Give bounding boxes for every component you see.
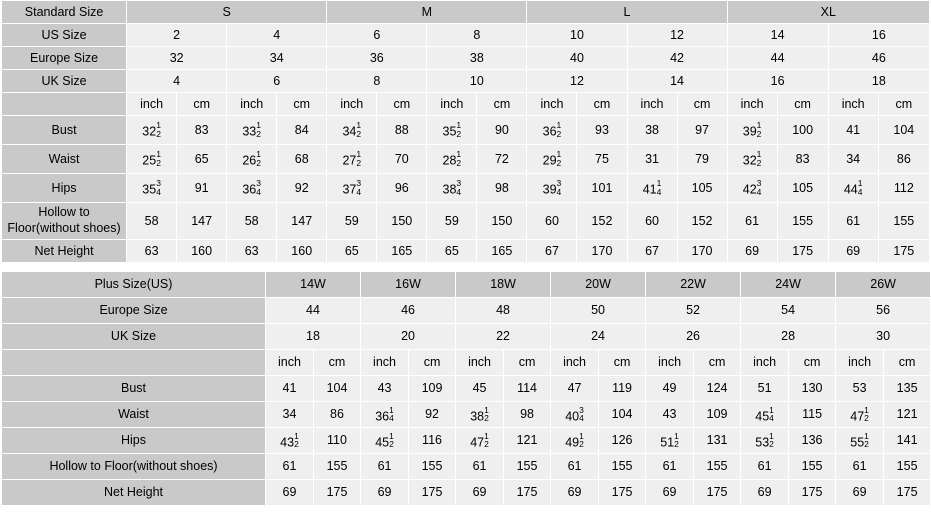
table-cell: 6 bbox=[327, 24, 427, 47]
table-cell: 96 bbox=[377, 174, 427, 203]
table-cell: 43 bbox=[361, 376, 409, 402]
table-cell: 69 bbox=[646, 480, 694, 506]
plus-size-group-14w: 14W bbox=[266, 272, 361, 298]
table-cell: 49 bbox=[646, 376, 694, 402]
table-cell: 170 bbox=[677, 240, 727, 263]
table-cell: 165 bbox=[477, 240, 527, 263]
table-cell: 97 bbox=[677, 116, 727, 145]
table-cell: 26 bbox=[646, 324, 741, 350]
table-cell: 147 bbox=[277, 203, 327, 240]
table-cell: 38 1 2 bbox=[456, 402, 504, 428]
table-row-hollow-to-floor bbox=[2, 203, 930, 240]
row-label-net-height: Net Height bbox=[2, 240, 127, 263]
table-cell: 160 bbox=[277, 240, 327, 263]
table-cell: 55 1 2 bbox=[836, 428, 884, 454]
table-cell: 47 1 2 bbox=[836, 402, 884, 428]
row-label-bust: Bust bbox=[2, 116, 127, 145]
table-cell: 175 bbox=[777, 240, 828, 263]
row-label-uk-size: UK Size bbox=[2, 324, 266, 350]
table-cell: 28 1 2 bbox=[427, 145, 477, 174]
table-cell: 92 bbox=[277, 174, 327, 203]
table-cell: 170 bbox=[577, 240, 627, 263]
row-label-units bbox=[2, 93, 127, 116]
table-cell: 25 1 2 bbox=[127, 145, 177, 174]
table-cell: 27 1 2 bbox=[327, 145, 377, 174]
table-cell: 58 bbox=[127, 203, 177, 240]
table-cell: 67 bbox=[527, 240, 577, 263]
table-cell: 41 bbox=[828, 116, 878, 145]
table-cell: 70 bbox=[377, 145, 427, 174]
table-cell: 160 bbox=[177, 240, 227, 263]
table-cell: 69 bbox=[361, 480, 409, 506]
table-cell: 109 bbox=[694, 402, 741, 428]
table-cell: 22 bbox=[456, 324, 551, 350]
table-cell: 119 bbox=[599, 376, 646, 402]
table-cell: 175 bbox=[789, 480, 836, 506]
table-cell: 34 bbox=[828, 145, 878, 174]
table-cell: 135 bbox=[884, 376, 931, 402]
unit-cell: cm bbox=[314, 350, 361, 376]
table-cell: 93 bbox=[577, 116, 627, 145]
table-cell: 35 3 4 bbox=[127, 174, 177, 203]
unit-cell: cm bbox=[577, 93, 627, 116]
table-row-bust bbox=[2, 116, 930, 145]
table-row-units bbox=[2, 350, 931, 376]
table-cell: 34 bbox=[227, 47, 327, 70]
plus-size-group-24w: 24W bbox=[741, 272, 836, 298]
table-cell: 61 bbox=[266, 454, 314, 480]
table-cell: 175 bbox=[314, 480, 361, 506]
table-cell: 45 1 2 bbox=[361, 428, 409, 454]
table-cell: 79 bbox=[677, 145, 727, 174]
table-cell: 61 bbox=[727, 203, 777, 240]
table-cell: 124 bbox=[694, 376, 741, 402]
table-cell: 155 bbox=[314, 454, 361, 480]
table-cell: 53 bbox=[836, 376, 884, 402]
table-cell: 175 bbox=[694, 480, 741, 506]
table-row-net-height bbox=[2, 480, 931, 506]
unit-cell: cm bbox=[504, 350, 551, 376]
table-cell: 152 bbox=[577, 203, 627, 240]
table-cell: 104 bbox=[599, 402, 646, 428]
table-cell: 101 bbox=[577, 174, 627, 203]
table-cell: 131 bbox=[694, 428, 741, 454]
table-row-bust bbox=[2, 376, 931, 402]
table-cell: 48 bbox=[456, 298, 551, 324]
table-cell: 83 bbox=[777, 145, 828, 174]
table-cell: 45 1 4 bbox=[741, 402, 789, 428]
table-cell: 175 bbox=[884, 480, 931, 506]
unit-cell: cm bbox=[777, 93, 828, 116]
table-cell: 86 bbox=[878, 145, 929, 174]
table-cell: 14 bbox=[627, 70, 727, 93]
table-cell: 16 bbox=[828, 24, 929, 47]
table-cell: 121 bbox=[884, 402, 931, 428]
plus-size-group-26w: 26W bbox=[836, 272, 931, 298]
unit-cell: cm bbox=[884, 350, 931, 376]
unit-cell: cm bbox=[177, 93, 227, 116]
unit-cell: inch bbox=[828, 93, 878, 116]
table-cell: 18 bbox=[266, 324, 361, 350]
table-cell: 4 bbox=[227, 24, 327, 47]
table-cell: 98 bbox=[504, 402, 551, 428]
row-label-uk-size: UK Size bbox=[2, 70, 127, 93]
table-cell: 175 bbox=[599, 480, 646, 506]
table-row-plus-size bbox=[2, 272, 931, 298]
table-cell: 38 bbox=[627, 116, 677, 145]
table-cell: 114 bbox=[504, 376, 551, 402]
table-cell: 61 bbox=[741, 454, 789, 480]
table-cell: 40 bbox=[527, 47, 627, 70]
table-row-europe-size bbox=[2, 298, 931, 324]
table-cell: 40 3 4 bbox=[551, 402, 599, 428]
table-cell: 141 bbox=[884, 428, 931, 454]
table-cell: 60 bbox=[627, 203, 677, 240]
table-cell: 56 bbox=[836, 298, 931, 324]
table-cell: 69 bbox=[551, 480, 599, 506]
unit-cell: inch bbox=[227, 93, 277, 116]
unit-cell: cm bbox=[694, 350, 741, 376]
table-row-net-height bbox=[2, 240, 930, 263]
table-cell: 98 bbox=[477, 174, 527, 203]
table-cell: 54 bbox=[741, 298, 836, 324]
table-cell: 104 bbox=[878, 116, 929, 145]
unit-cell: inch bbox=[127, 93, 177, 116]
table-row-hips bbox=[2, 428, 931, 454]
table-cell: 39 3 4 bbox=[527, 174, 577, 203]
table-row-uk-size bbox=[2, 70, 930, 93]
unit-cell: cm bbox=[878, 93, 929, 116]
table-cell: 72 bbox=[477, 145, 527, 174]
table-cell: 90 bbox=[477, 116, 527, 145]
table-cell: 126 bbox=[599, 428, 646, 454]
table-row-waist bbox=[2, 145, 930, 174]
table-cell: 4 bbox=[127, 70, 227, 93]
table-cell: 175 bbox=[504, 480, 551, 506]
table-row-units bbox=[2, 93, 930, 116]
standard-size-table bbox=[1, 0, 930, 263]
table-cell: 61 bbox=[551, 454, 599, 480]
table-cell: 53 1 2 bbox=[741, 428, 789, 454]
table-cell: 37 3 4 bbox=[327, 174, 377, 203]
table-cell: 69 bbox=[727, 240, 777, 263]
table-cell: 45 bbox=[456, 376, 504, 402]
row-label-standard-size: Standard Size bbox=[2, 1, 127, 24]
table-cell: 51 bbox=[741, 376, 789, 402]
unit-cell: inch bbox=[836, 350, 884, 376]
table-cell: 16 bbox=[727, 70, 828, 93]
table-cell: 69 bbox=[741, 480, 789, 506]
table-cell: 43 1 2 bbox=[266, 428, 314, 454]
table-cell: 34 bbox=[266, 402, 314, 428]
table-cell: 26 1 2 bbox=[227, 145, 277, 174]
table-cell: 36 3 4 bbox=[227, 174, 277, 203]
table-cell: 61 bbox=[646, 454, 694, 480]
row-label-bust: Bust bbox=[2, 376, 266, 402]
table-cell: 84 bbox=[277, 116, 327, 145]
plus-size-group-16w: 16W bbox=[361, 272, 456, 298]
table-cell: 20 bbox=[361, 324, 456, 350]
table-cell: 39 1 2 bbox=[727, 116, 777, 145]
table-cell: 44 bbox=[727, 47, 828, 70]
table-cell: 42 3 4 bbox=[727, 174, 777, 203]
table-cell: 109 bbox=[409, 376, 456, 402]
table-cell: 100 bbox=[777, 116, 828, 145]
table-cell: 32 1 2 bbox=[127, 116, 177, 145]
table-cell: 10 bbox=[427, 70, 527, 93]
table-row-hips bbox=[2, 174, 930, 203]
table-cell: 38 3 4 bbox=[427, 174, 477, 203]
table-cell: 155 bbox=[884, 454, 931, 480]
unit-cell: cm bbox=[599, 350, 646, 376]
plus-size-group-20w: 20W bbox=[551, 272, 646, 298]
table-row-europe-size bbox=[2, 47, 930, 70]
row-label-us-size: US Size bbox=[2, 24, 127, 47]
table-cell: 63 bbox=[127, 240, 177, 263]
table-cell: 10 bbox=[527, 24, 627, 47]
table-cell: 32 1 2 bbox=[727, 145, 777, 174]
table-cell: 8 bbox=[327, 70, 427, 93]
table-cell: 69 bbox=[266, 480, 314, 506]
size-group-xl: XL bbox=[727, 1, 929, 24]
table-cell: 88 bbox=[377, 116, 427, 145]
row-label-europe-size: Europe Size bbox=[2, 47, 127, 70]
table-cell: 12 bbox=[627, 24, 727, 47]
unit-cell: cm bbox=[409, 350, 456, 376]
table-cell: 68 bbox=[277, 145, 327, 174]
row-label-waist: Waist bbox=[2, 402, 266, 428]
table-cell: 44 bbox=[266, 298, 361, 324]
table-cell: 147 bbox=[177, 203, 227, 240]
table-cell: 115 bbox=[789, 402, 836, 428]
table-cell: 165 bbox=[377, 240, 427, 263]
table-cell: 34 1 2 bbox=[327, 116, 377, 145]
table-cell: 105 bbox=[777, 174, 828, 203]
table-cell: 152 bbox=[677, 203, 727, 240]
table-cell: 8 bbox=[427, 24, 527, 47]
plus-size-group-18w: 18W bbox=[456, 272, 551, 298]
table-cell: 24 bbox=[551, 324, 646, 350]
table-cell: 175 bbox=[409, 480, 456, 506]
table-cell: 2 bbox=[127, 24, 227, 47]
unit-cell: inch bbox=[646, 350, 694, 376]
table-cell: 155 bbox=[878, 203, 929, 240]
table-cell: 61 bbox=[456, 454, 504, 480]
table-row-uk-size bbox=[2, 324, 931, 350]
row-label-hollow-to-floor: Hollow to Floor(without shoes) bbox=[2, 454, 266, 480]
table-cell: 51 1 2 bbox=[646, 428, 694, 454]
table-cell: 50 bbox=[551, 298, 646, 324]
table-cell: 41 1 4 bbox=[627, 174, 677, 203]
table-cell: 28 bbox=[741, 324, 836, 350]
table-cell: 175 bbox=[878, 240, 929, 263]
table-cell: 30 bbox=[836, 324, 931, 350]
unit-cell: cm bbox=[277, 93, 327, 116]
table-row-standard-size bbox=[2, 1, 930, 24]
table-cell: 155 bbox=[694, 454, 741, 480]
table-cell: 14 bbox=[727, 24, 828, 47]
table-cell: 136 bbox=[789, 428, 836, 454]
table-cell: 150 bbox=[377, 203, 427, 240]
row-label-hollow-to-floor: Hollow to Floor(without shoes) bbox=[2, 203, 127, 240]
table-cell: 150 bbox=[477, 203, 527, 240]
table-cell: 59 bbox=[327, 203, 377, 240]
table-cell: 92 bbox=[409, 402, 456, 428]
table-cell: 60 bbox=[527, 203, 577, 240]
row-label-net-height: Net Height bbox=[2, 480, 266, 506]
unit-cell: inch bbox=[327, 93, 377, 116]
unit-cell: inch bbox=[527, 93, 577, 116]
table-cell: 49 1 2 bbox=[551, 428, 599, 454]
table-cell: 155 bbox=[504, 454, 551, 480]
row-label-units bbox=[2, 350, 266, 376]
table-cell: 38 bbox=[427, 47, 527, 70]
table-cell: 65 bbox=[327, 240, 377, 263]
table-cell: 110 bbox=[314, 428, 361, 454]
table-cell: 33 1 2 bbox=[227, 116, 277, 145]
row-label-europe-size: Europe Size bbox=[2, 298, 266, 324]
plus-size-group-22w: 22W bbox=[646, 272, 741, 298]
size-group-l: L bbox=[527, 1, 727, 24]
unit-cell: cm bbox=[377, 93, 427, 116]
unit-cell: inch bbox=[551, 350, 599, 376]
table-cell: 47 1 2 bbox=[456, 428, 504, 454]
table-cell: 58 bbox=[227, 203, 277, 240]
table-cell: 121 bbox=[504, 428, 551, 454]
table-cell: 36 1 2 bbox=[527, 116, 577, 145]
table-cell: 116 bbox=[409, 428, 456, 454]
table-cell: 155 bbox=[789, 454, 836, 480]
table-cell: 59 bbox=[427, 203, 477, 240]
table-cell: 112 bbox=[878, 174, 929, 203]
plus-size-table bbox=[1, 271, 931, 506]
table-cell: 155 bbox=[409, 454, 456, 480]
unit-cell: inch bbox=[627, 93, 677, 116]
unit-cell: inch bbox=[427, 93, 477, 116]
table-cell: 63 bbox=[227, 240, 277, 263]
row-label-hips: Hips bbox=[2, 174, 127, 203]
table-cell: 104 bbox=[314, 376, 361, 402]
row-label-hips: Hips bbox=[2, 428, 266, 454]
table-cell: 12 bbox=[527, 70, 627, 93]
table-cell: 32 bbox=[127, 47, 227, 70]
table-cell: 61 bbox=[828, 203, 878, 240]
unit-cell: inch bbox=[266, 350, 314, 376]
table-cell: 67 bbox=[627, 240, 677, 263]
table-cell: 46 bbox=[361, 298, 456, 324]
table-row-us-size bbox=[2, 24, 930, 47]
table-cell: 155 bbox=[599, 454, 646, 480]
table-cell: 52 bbox=[646, 298, 741, 324]
table-cell: 105 bbox=[677, 174, 727, 203]
table-cell: 65 bbox=[427, 240, 477, 263]
size-group-m: M bbox=[327, 1, 527, 24]
table-cell: 61 bbox=[836, 454, 884, 480]
table-cell: 31 bbox=[627, 145, 677, 174]
table-cell: 69 bbox=[836, 480, 884, 506]
table-cell: 91 bbox=[177, 174, 227, 203]
unit-cell: cm bbox=[789, 350, 836, 376]
table-row-waist bbox=[2, 402, 931, 428]
table-cell: 44 1 4 bbox=[828, 174, 878, 203]
unit-cell: cm bbox=[477, 93, 527, 116]
table-cell: 75 bbox=[577, 145, 627, 174]
table-row-hollow-to-floor bbox=[2, 454, 931, 480]
table-cell: 42 bbox=[627, 47, 727, 70]
table-cell: 41 bbox=[266, 376, 314, 402]
table-cell: 61 bbox=[361, 454, 409, 480]
table-cell: 69 bbox=[456, 480, 504, 506]
table-cell: 43 bbox=[646, 402, 694, 428]
table-cell: 155 bbox=[777, 203, 828, 240]
unit-cell: inch bbox=[361, 350, 409, 376]
table-cell: 47 bbox=[551, 376, 599, 402]
table-cell: 36 bbox=[327, 47, 427, 70]
table-cell: 69 bbox=[828, 240, 878, 263]
table-cell: 35 1 2 bbox=[427, 116, 477, 145]
table-cell: 29 1 2 bbox=[527, 145, 577, 174]
table-cell: 18 bbox=[828, 70, 929, 93]
unit-cell: inch bbox=[741, 350, 789, 376]
unit-cell: inch bbox=[456, 350, 504, 376]
table-cell: 6 bbox=[227, 70, 327, 93]
row-label-waist: Waist bbox=[2, 145, 127, 174]
unit-cell: inch bbox=[727, 93, 777, 116]
unit-cell: cm bbox=[677, 93, 727, 116]
row-label-plus-size: Plus Size(US) bbox=[2, 272, 266, 298]
table-cell: 46 bbox=[828, 47, 929, 70]
table-cell: 36 1 4 bbox=[361, 402, 409, 428]
table-cell: 130 bbox=[789, 376, 836, 402]
table-cell: 83 bbox=[177, 116, 227, 145]
size-group-s: S bbox=[127, 1, 327, 24]
table-cell: 65 bbox=[177, 145, 227, 174]
table-cell: 86 bbox=[314, 402, 361, 428]
